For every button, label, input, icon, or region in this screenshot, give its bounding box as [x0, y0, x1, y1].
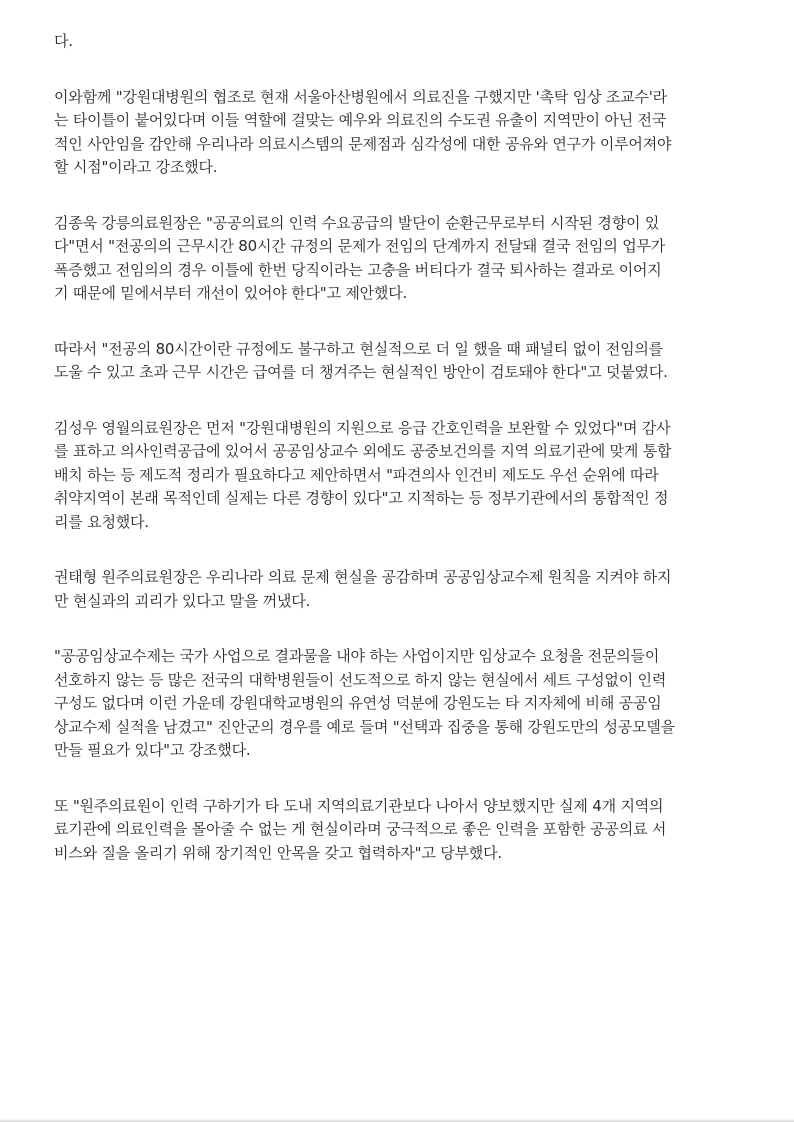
paragraph-gap	[54, 534, 744, 566]
paragraph-4	[54, 338, 744, 385]
text-line: 료기관에 의료인력을 몰아줄 수 없는 게 현실이라며 궁극적으로 좋은 인력을 포함한 공공의료 서	[54, 820, 667, 838]
text-line: 구성도 없다며 이런 가운데 강원대학교병원의 유연성 덕분에 강원도는 타 지자체에 비해 공공임	[54, 694, 662, 712]
paragraph-2	[54, 86, 744, 180]
paragraph-8	[54, 795, 744, 866]
paragraph-1	[54, 30, 744, 54]
paragraph-gap	[54, 613, 744, 645]
text-line: "공공임상교수제는 국가 사업으로 결과물을 내야 하는 사업이지만 임상교수 요청을 전문의들이	[54, 647, 660, 665]
text-line: 다"면서 "전공의의 근무시간 80시간 규정의 문제가 전임의 단계까지 전달돼 결국 전임의 업무가	[54, 237, 666, 255]
text-line: 배치 하는 등 제도적 정리가 필요하다고 제안하면서 "파견의사 인건비 제도도 우선 순위에 따라	[54, 465, 659, 484]
text-line: 권태형 원주의료원장은 우리나라 의료 문제 현실을 공감하며 공공임상교수제 원칙을 지켜야 하지	[54, 568, 672, 586]
article-body	[54, 30, 744, 865]
text-line: 김성우 영월의료원장은 먼저 "강원대병원의 지원으로 응급 간호인력을 보완할 수 있었다"며 감사	[54, 418, 671, 437]
paragraph-gap	[54, 306, 744, 338]
text-line: 다.	[54, 32, 73, 50]
text-line: 또 "원주의료원이 인력 구하기가 타 도내 지역의료기관보다 나아서 양보했지만 실제 4개 지역의	[54, 796, 664, 815]
text-line: 는 타이틀이 붙어있다며 이들 역할에 걸맞는 예우와 의료진의 수도권 유출이 지역만이 아닌 전국	[54, 111, 667, 129]
text-line: 적인 사안임을 감안해 우리나라 의료시스템의 문제점과 심각성에 대한 공유와 연구가 이루어져야	[54, 134, 672, 153]
text-line: 따라서 "전공의 80시간이란 규정에도 불구하고 현실적으로 더 일 했을 때 패널티 없이 전임의를	[54, 339, 663, 358]
text-line: 할 시점"이라고 강조했다.	[54, 158, 218, 176]
paragraph-6	[54, 566, 744, 613]
paragraph-5	[54, 417, 744, 535]
text-line: 를 표하고 의사인력공급에 있어서 공공임상교수 외에도 공중보건의를 지역 의료기관에 맞게 통합	[54, 442, 672, 460]
text-line: 폭증했고 전임의의 경우 이틀에 한번 당직이라는 고충을 버티다가 결국 퇴사하는 결과로 이어지	[54, 260, 662, 279]
text-line: 취약지역이 본래 목적인데 실제는 다른 경향이 있다"고 지적하는 등 정부기관에서의 통합적인 정	[54, 489, 669, 507]
paragraph-gap	[54, 180, 744, 212]
text-line: 기 때문에 밑에서부터 개선이 있어야 한다"고 제안했다.	[54, 284, 408, 302]
paragraph-gap	[54, 763, 744, 795]
paragraph-gap	[54, 54, 744, 86]
text-line: 선호하지 않는 등 많은 전국의 대학병원들이 선도적으로 하지 않는 현실에서 세트 구성없이 인력	[54, 670, 667, 689]
text-line: 김종욱 강릉의료원장은 "공공의료의 인력 수요공급의 발단이 순환근무로부터 시작된 경향이 있	[54, 213, 660, 232]
text-line: 상교수제 실적을 남겼고" 진안군의 경우를 예로 들며 "선택과 집중을 통해 강원도만의 성공모델을	[54, 717, 675, 736]
text-line: 이와함께 "강원대병원의 협조로 현재 서울아산병원에서 의료진을 구했지만 '촉탁 임상 조교수'라	[54, 87, 667, 106]
paragraph-gap	[54, 385, 744, 417]
paragraph-7	[54, 645, 744, 763]
text-line: 도울 수 있고 초과 근무 시간은 급여를 더 챙겨주는 현실적인 방안이 검토돼야 한다"고 덧붙였다.	[54, 363, 668, 381]
text-line: 비스와 질을 올리기 위해 장기적인 안목을 갖고 협력하자"고 당부했다.	[54, 843, 502, 862]
text-line: 리를 요청했다.	[54, 512, 149, 531]
text-line: 만 현실과의 괴리가 있다고 말을 꺼냈다.	[54, 591, 311, 610]
paragraph-3	[54, 212, 744, 306]
text-line: 만들 필요가 있다"고 강조했다.	[54, 741, 251, 759]
